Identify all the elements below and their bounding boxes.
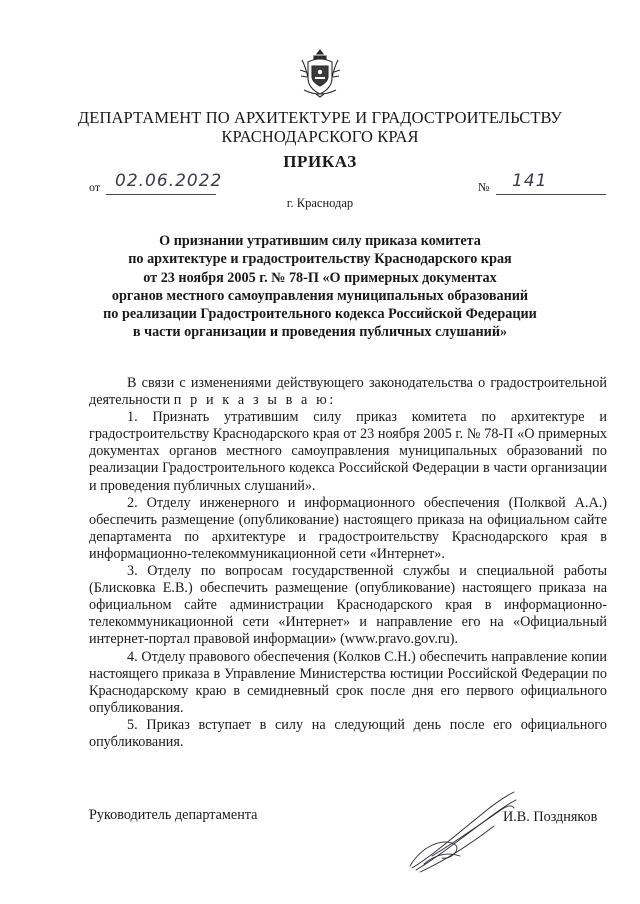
- title-line: в части организации и проведения публичных слушаний»: [132, 324, 508, 341]
- number-underline: [496, 194, 606, 195]
- title-line: органов местного самоуправления муниципальных образований: [111, 287, 529, 304]
- preamble-text: В связи с изменениями действующего законодательства о градостроительной деятельности: [89, 375, 607, 409]
- date-field: [89, 171, 223, 196]
- body-paragraph-3: 3. Отделу по вопросам государственной службы и специальной работы (Блисковка Е.В.) обеспечить размещение (опубликование) настоящего приказа на официальном сайте администрации Краснодарского края в информационно-телекоммуникационной сети «Интернет» и направление его на «Официальный интернет-портал правовой информации» (www.pravo.gov.ru).: [89, 563, 607, 648]
- body-paragraph-5: 5. Приказ вступает в силу на следующий день после его официального опубликования.: [89, 716, 607, 750]
- body-paragraph-2: 2. Отделу инженерного и информационного обеспечения (Полквой А.А.) обеспечить размещение (опубликование) настоящего приказа на официальном сайте департамента по архитектуре и градостроительству Краснодарского края в информационно-телекоммуникационной сети «Интернет».: [89, 494, 607, 562]
- signer-title: Руководитель департамента: [89, 807, 258, 823]
- handwritten-signature-icon: [402, 786, 520, 876]
- date-value: 02.06.2022: [115, 171, 223, 191]
- preamble-paragraph: [89, 375, 607, 409]
- city: г. Краснодар: [286, 196, 354, 210]
- title-line: по реализации Градостроительного кодекса Российской Федерации: [103, 306, 537, 323]
- document-type: ПРИКАЗ: [283, 152, 357, 171]
- title-line: от 23 ноября 2005 г. № 78-П «О примерных документах: [143, 269, 497, 286]
- department-name-line2: КРАСНОДАРСКОГО КРАЯ: [221, 127, 419, 146]
- krasnodar-coat-of-arms-icon: [298, 46, 342, 98]
- body-paragraph-4: 4. Отделу правового обеспечения (Колков С.Н.) обеспечить направление копии настоящего приказа в Управление Министерства юстиции Российской Федерации по Краснодарскому краю в семидневный срок после дня его первого официального опубликования.: [89, 648, 607, 716]
- date-underline: [106, 194, 216, 195]
- date-prefix: от: [89, 180, 101, 194]
- number-value: 141: [512, 171, 548, 191]
- document-title: [40, 232, 600, 342]
- title-line: по архитектуре и градостроительству Краснодарского края: [128, 251, 512, 268]
- body-paragraph-1: 1. Признать утратившим силу приказ комитета по архитектуре и градостроительству Краснодарского края от 23 ноября 2005 г. № 78-П «О примерных документах органов местного самоуправления муниципальных образований по реализации Градостроительного кодекса Российской Федерации в части организации и проведения публичных слушаний».: [89, 409, 607, 494]
- department-name-line1: ДЕПАРТАМЕНТ ПО АРХИТЕКТУРЕ И ГРАДОСТРОИТЕЛЬСТВУ: [77, 108, 563, 127]
- department-header: [0, 108, 640, 146]
- preamble-command: п р и к а з ы в а ю:: [173, 392, 336, 409]
- document-body: [89, 375, 607, 751]
- number-prefix: №: [478, 180, 490, 194]
- title-line: О признании утратившим силу приказа комитета: [159, 233, 481, 249]
- number-field: [478, 171, 608, 196]
- signer-name: И.В. Поздняков: [503, 809, 598, 825]
